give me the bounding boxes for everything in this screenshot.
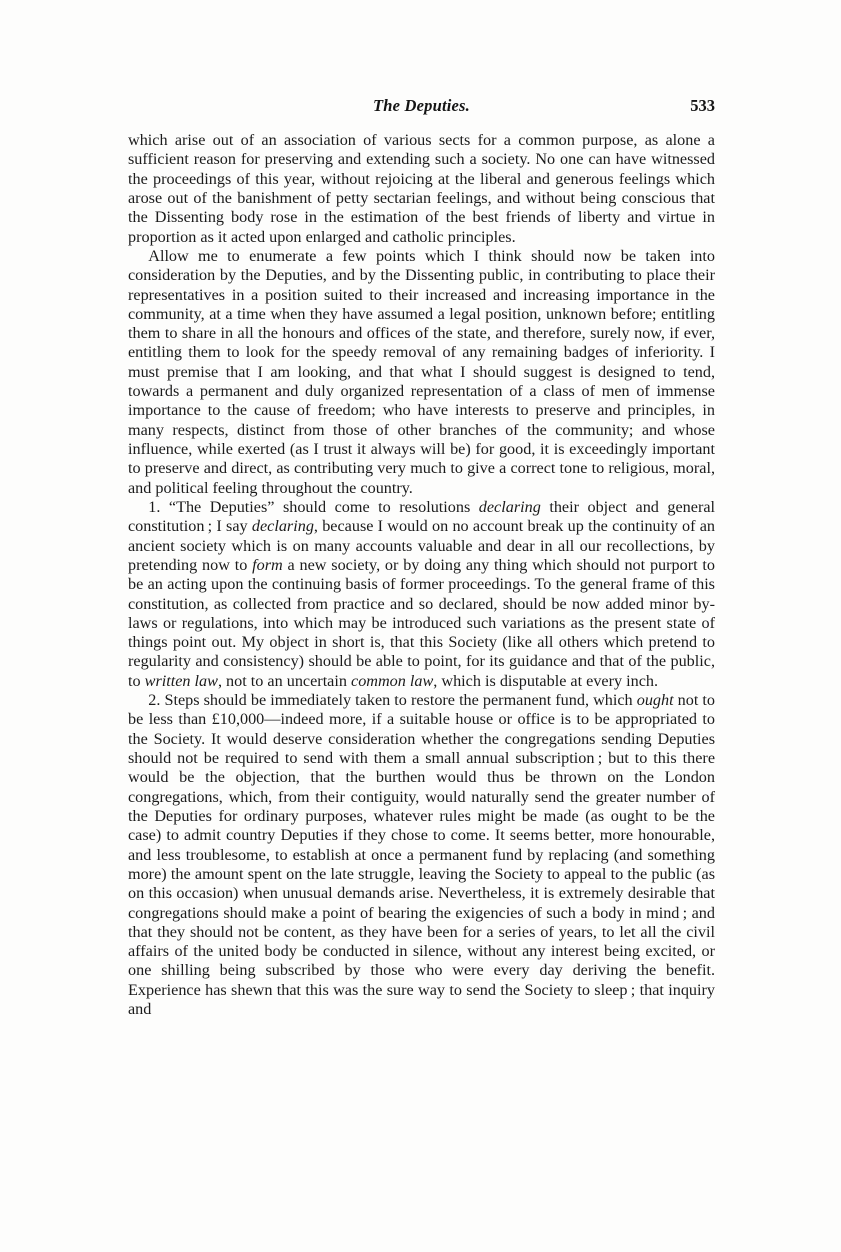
page-number: 533 [690, 96, 715, 115]
paragraph: 1. “The Deputies” should come to resolutions declaring their object and general constitution ; I say declaring, because I would on no account break up the continuity of an ancient society which is on many accounts valuable and dear in all our recollections, by pretending now to form a new society, or by doing any thing which should not purport to be an acting upon the continuing basis of former proceedings. To the general frame of this constitution, as collected from practice and so declared, should be now added minor by-laws or regulations, into which may be introduced such variations as the present state of things point out. My object in short is, that this Society (like all others which pretend to regularity and consistency) should be able to point, for its guidance and that of the public, to written law, not to an uncertain common law, which is disputable at every inch. [128, 497, 716, 690]
paragraph: which arise out of an association of various sects for a common purpose, as alone a sufficient reason for preserving and extending such a society. No one can have witnessed the proceedings of this year, without rejoicing at the liberal and generous feelings which arose out of the banishment of petty sectarian feelings, and without being conscious that the Dissenting body rose in the estimation of the best friends of liberty and virtue in proportion as it acted upon enlarged and catholic principles. [128, 131, 715, 246]
body-text-block [128, 131, 715, 1019]
paragraph: 2. Steps should be immediately taken to restore the permanent fund, which ought not to be less than £10,000—indeed more, if a suitable house or office is to be appropriated to the Society. It would deserve consideration whether the congregations sending Deputies should not be required to send with them a small annual subscription ; but to this there would be the objection, that the burthen would thus be thrown on the London congregations, which, from their contiguity, would naturally send the greater number of the Deputies for ordinary purposes, whatever rules might be made (as ought to be the case) to admit country Deputies if they chose to come. It seems better, more honourable, and less troublesome, to establish at once a permanent fund by replacing (and something more) the amount spent on the late struggle, leaving the Society to appeal to the public (as on this occasion) when unusual demands arise. Nevertheless, it is extremely desirable that congregations should make a point of bearing the exigencies of such a body in mind ; and that they should not be content, as they have been for a series of years, to let all the civil affairs of the united body be conducted in silence, without any interest being excited, or one shilling being subscribed by those who were every day deriving the benefit. Experience has shewn that this was the sure way to send the Society to sleep ; that inquiry and [128, 691, 716, 1019]
running-head [128, 96, 715, 118]
paragraph: Allow me to enumerate a few points which I think should now be taken into consideration by the Deputies, and by the Dissenting public, in contributing to place their representatives in a position suited to their increased and increasing importance in the community, at a time when they have assumed a legal position, unknown before; entitling them to share in all the honours and offices of the state, and therefore, surely now, if ever, entitling them to look for the speedy removal of any remaining badges of inferiority. I must premise that I am looking, and that what I should suggest is designed to tend, towards a permanent and duly organized representation of a class of men of immense importance to the cause of freedom; who have interests to preserve and principles, in many respects, distinct from those of other branches of the community; and whose influence, while exerted (as I trust it always will be) for good, it is exceedingly important to preserve and direct, as contributing very much to give a correct tone to religious, moral, and political feeling throughout the country. [128, 246, 715, 497]
running-head-title: The Deputies. [372, 96, 470, 115]
